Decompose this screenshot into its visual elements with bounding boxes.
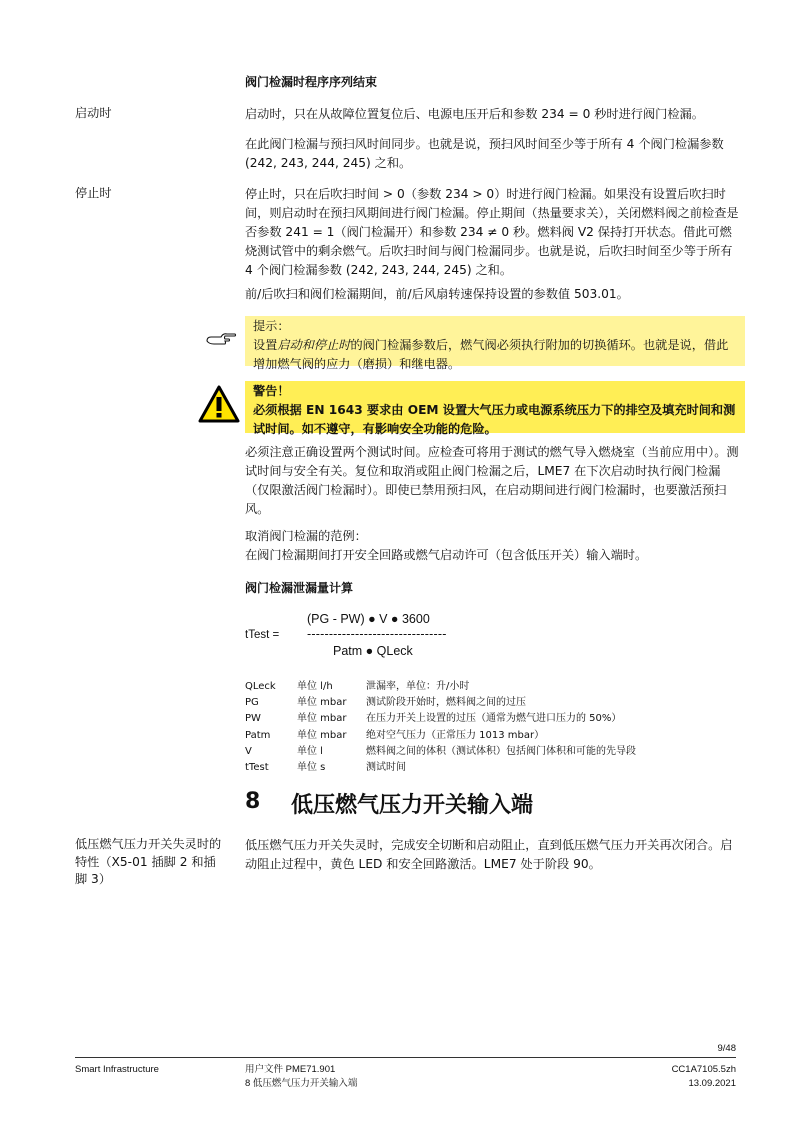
hint-text-italic: 启动和停止时 — [277, 338, 351, 352]
warning-triangle-icon — [197, 384, 241, 428]
footer-doc-code: CC1A7105.5zh — [671, 1064, 736, 1075]
symbol-unit: 单位 l — [297, 745, 323, 757]
shutdown-label: 停止时 — [75, 186, 112, 200]
leak-calc-heading: 阀门检漏泄漏量计算 — [245, 581, 354, 595]
symbol-desc: 绝对空气压力（正常压力 1013 mbar） — [366, 729, 545, 741]
footer-doc-line2: 8 低压燃气压力开关输入端 — [245, 1078, 358, 1089]
symbol-row — [245, 728, 745, 744]
formula-numerator: (PG - PW) ● V ● 3600 — [307, 612, 430, 626]
symbol-row — [245, 679, 745, 695]
symbol-table — [245, 679, 745, 776]
low-pressure-label: 低压燃气压力开关失灵时的特性（X5-01 插脚 2 和插脚 3） — [75, 837, 222, 886]
startup-para2: 在此阀门检漏与预扫风时间同步。也就是说，预扫风时间至少等于所有 4 个阀门检漏参数 (242, 243, 244, 245) 之和。 — [245, 137, 724, 170]
formula-denominator: Patm ● QLeck — [333, 644, 413, 658]
test-time-para1: 必须注意正确设置两个测试时间。应检查可将用于测试的燃气导入燃烧室（当前应用中）。测试时间与安全有关。复位和取消或阻止阀门检漏之后，LME7 在下次启动时执行阀门检漏（仅限激活阀门检漏时）。即使已禁用预扫风，在启动期间进行阀门检漏时，也要激活预扫风。 — [245, 445, 739, 516]
footer-divider — [75, 1057, 736, 1058]
symbol-name: PW — [245, 713, 261, 725]
hint-text-after: 的阀门检漏参数后，燃气阀必须执行附加的切换循环。也就是说，借此增加燃气阀的应力（磨损）和继电器。 — [253, 338, 729, 371]
symbol-desc: 测试时间 — [366, 761, 406, 773]
low-pressure-text: 低压燃气压力开关失灵时，完成安全切断和启动阻止，直到低压燃气压力开关再次闭合。启动阻止过程中，黄色 LED 和安全回路激活。LME7 处于阶段 90。 — [245, 838, 733, 871]
section-heading: 阀门检漏时程序序列结束 — [245, 75, 378, 89]
hint-hand-icon — [205, 332, 237, 352]
hint-text — [253, 336, 737, 374]
symbol-unit: 单位 mbar — [297, 713, 347, 725]
symbol-name: QLeck — [245, 681, 276, 692]
footer-company: Smart Infrastructure — [75, 1064, 159, 1075]
test-time-para2-line2: 在阀门检漏期间打开安全回路或燃气启动许可（包含低压开关）输入端时。 — [245, 548, 648, 562]
shutdown-para1: 停止时，只在后吹扫时间 > 0（参数 234 > 0）时进行阀门检漏。如果没有设置后吹扫时间，则启动时在预扫风期间进行阀门检漏。停止期间（热量要求关），关闭燃料阀之前检查是否参数 241 = 1（阀门检漏开）和参数 234 ≠ 0 秒。燃料阀 V2 保持打开状态。借此可燃烧测试管中的剩余燃气。后吹扫时间与阀门检漏同步。也就是说，后吹扫时间至少等于所有 4 个阀门检漏参数 (242, 243, 244, 245) 之和。 — [245, 187, 739, 277]
hint-title: 提示： — [253, 319, 290, 333]
warning-title: 警告！ — [253, 384, 290, 398]
symbol-desc: 燃料阀之间的体积（测试体积）包括阀门体积和可能的先导段 — [366, 745, 636, 757]
hint-box — [245, 316, 745, 371]
symbol-name: tTest — [245, 761, 269, 773]
footer-doc-line1: 用户文件 PME71.901 — [245, 1064, 336, 1075]
startup-label: 启动时 — [75, 106, 112, 120]
symbol-desc: 测试阶段开始时，燃料阀之间的过压 — [366, 697, 526, 709]
warning-text: 必须根据 EN 1643 要求由 OEM 设置大气压力或电源系统压力下的排空及填充时间和测试时间。如不遵守，有影响安全功能的危险。 — [253, 403, 736, 436]
shutdown-para2: 前/后吹扫和阀们检漏期间，前/后风扇转速保持设置的参数值 503.01。 — [245, 287, 629, 301]
test-time-para2-line1: 取消阀门检漏的范例： — [245, 529, 367, 543]
symbol-name: V — [245, 745, 252, 757]
chapter-title: 低压燃气压力开关输入端 — [291, 793, 534, 818]
formula-lhs: tTest = — [245, 629, 280, 641]
warning-box — [245, 381, 745, 436]
hint-text-before: 设置 — [253, 338, 278, 352]
startup-para1: 启动时，只在从故障位置复位后、电源电压开后和参数 234 = 0 秒时进行阀门检漏。 — [245, 107, 704, 121]
symbol-unit: 单位 mbar — [297, 697, 347, 709]
symbol-name: PG — [245, 697, 259, 709]
symbol-row — [245, 760, 745, 776]
symbol-desc: 泄漏率，单位：升/小时 — [366, 681, 470, 692]
formula-fraction-line: -------------------------------- — [307, 627, 447, 641]
symbol-row — [245, 711, 745, 727]
symbol-name: Patm — [245, 729, 271, 741]
symbol-desc: 在压力开关上设置的过压（通常为燃气进口压力的 50%） — [366, 713, 622, 725]
footer-page-number: 9/48 — [717, 1043, 736, 1054]
symbol-unit: 单位 l/h — [297, 681, 333, 692]
symbol-row — [245, 744, 745, 760]
symbol-unit: 单位 mbar — [297, 729, 347, 741]
symbol-unit: 单位 s — [297, 761, 326, 773]
footer-date: 13.09.2021 — [688, 1078, 736, 1089]
chapter-number: 8 — [245, 789, 261, 814]
symbol-row — [245, 695, 745, 711]
